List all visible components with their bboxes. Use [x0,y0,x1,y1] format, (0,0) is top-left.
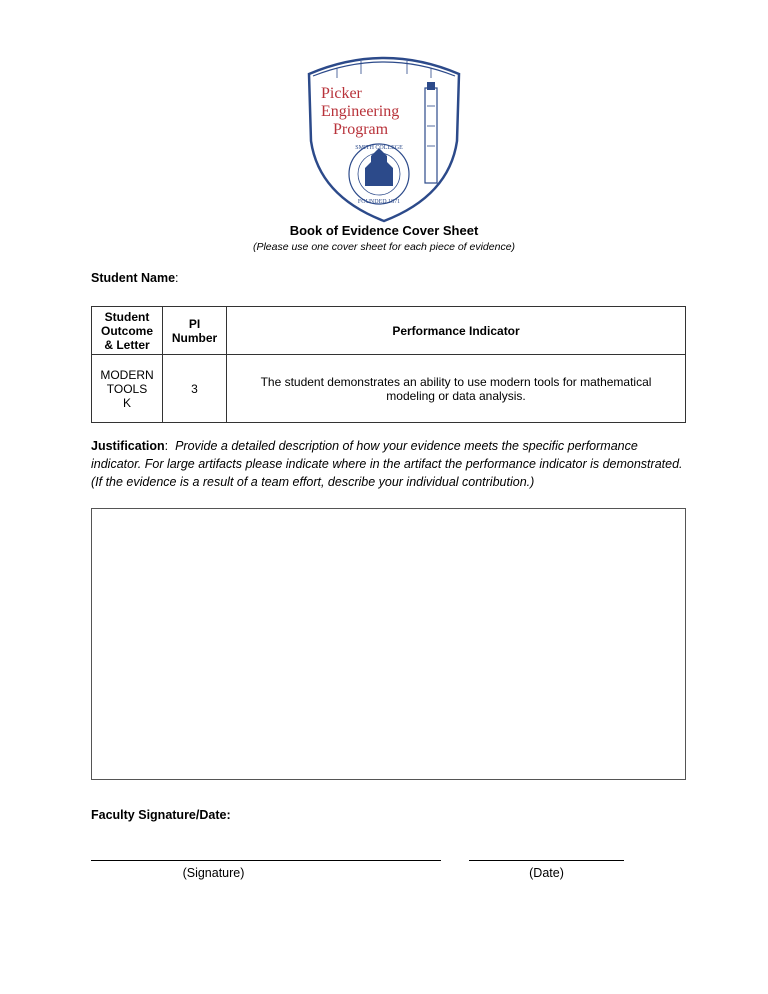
signature-caption: (Signature) [182,866,245,880]
student-name-colon: : [175,271,179,285]
justification-label: Justification [91,439,165,453]
header-pi-number: PI Number [163,307,227,355]
performance-indicator-table [91,306,686,423]
header-performance-indicator: Performance Indicator [227,307,686,355]
signature-line[interactable] [91,846,441,861]
logo-line1: Picker [321,85,362,102]
justification-text: Provide a detailed description of how your evidence meets the specific performance indicator. For large artifacts please indicate where in the artifact the performance indicator is demonstrated. (If the evidence is a result of a team effort, describe your individual contribution.) [91,439,683,489]
student-name-label: Student Name [91,271,176,285]
table-header-row [92,307,686,355]
page-subtitle: (Please use one cover sheet for each piece of evidence) [252,241,516,253]
cell-pi-number: 3 [163,355,227,423]
cell-performance-indicator: The student demonstrates an ability to use modern tools for mathematical modeling or data analysis. [227,355,686,423]
logo-line2: Engineering [321,103,400,120]
faculty-signature-label: Faculty Signature/Date: [91,808,231,822]
picker-engineering-logo [299,46,469,224]
header-student-outcome: Student Outcome & Letter [92,307,163,355]
table-row [92,355,686,423]
seal-top-text: SMITH COLLEGE [355,145,403,151]
logo-line3: Program [333,121,389,138]
justification-instructions: Justification: Provide a detailed description of how your evidence meets the specific performance indicator. For large artifacts please indicate where in the artifact the performance indicator is demonstrated. (If the evidence is a result of a team effort, describe your individual contribution.) [91,439,683,489]
student-name-field [91,271,179,285]
page-title: Book of Evidence Cover Sheet [289,223,479,238]
justification-input-box[interactable] [91,508,686,780]
seal-bottom-text: FOUNDED 1871 [357,199,401,205]
date-caption: (Date) [529,866,564,880]
date-line[interactable] [469,846,624,861]
cell-student-outcome: MODERN TOOLS K [92,355,163,423]
